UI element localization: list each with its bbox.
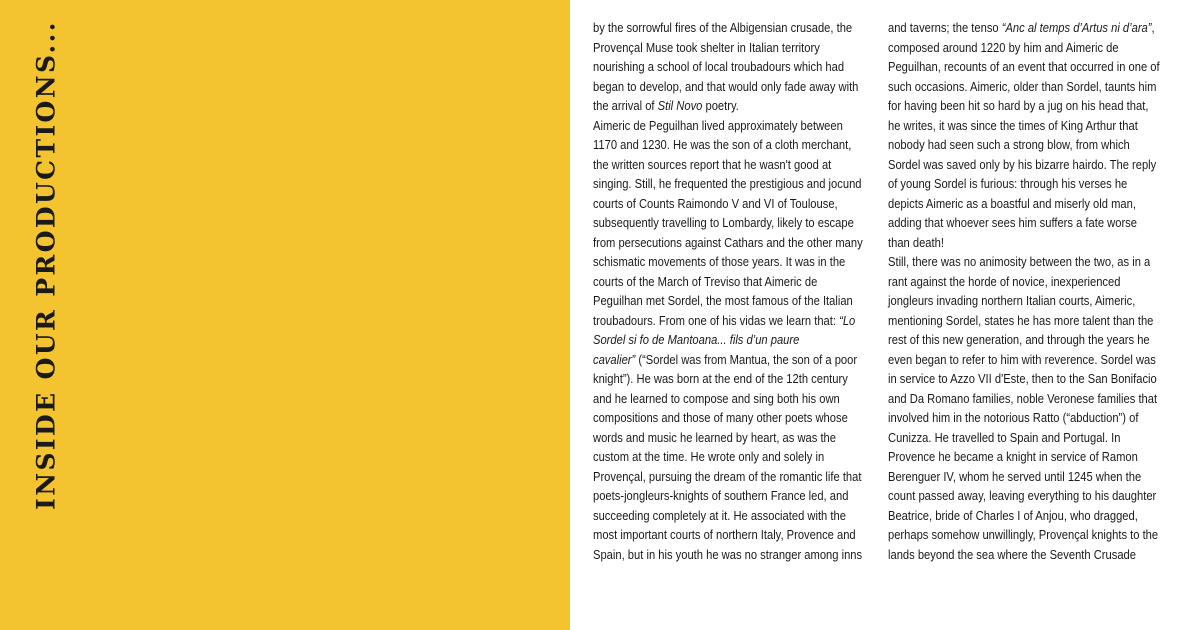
text-line: in service to Azzo VII d'Este, then to the San Bonifacio [888, 371, 1157, 386]
text-line: Beatrice, bride of Charles I of Anjou, who dragged, [888, 507, 1138, 523]
text-line: and he learned to compose and sing both his own [593, 390, 840, 406]
text-line: he writes, it was since the times of King Arthur that [888, 117, 1138, 133]
text-line: knight”). He was born at the end of the 12th century [593, 371, 848, 386]
text-line: by the sorrowful fires of the Albigensian crusade, the [593, 20, 853, 35]
text-line: composed around 1220 by him and Aimeric de [888, 39, 1119, 55]
text-fragment: poetry. [702, 98, 739, 113]
text-line: rest of this new generation, and through the years he [888, 332, 1150, 347]
section-title: INSIDE OUR PRODUCTIONS... [31, 20, 61, 510]
text-line: Provence he became a knight in service of Ramon [888, 449, 1138, 464]
text-line: courts of Counts Raimondo V and VI of Toulouse, [593, 195, 838, 211]
text-line: compositions and those of many other poets whose [593, 410, 848, 425]
text-line: nobody had seen such a strong blow, from which [888, 137, 1130, 152]
text-line: depicts Aimeric as a boastful and miserly old man, [888, 195, 1136, 211]
italic-title: “Anc al temps d’Artus ni d’ara” [1001, 20, 1152, 35]
text-line: from persecutions against Cathars and the other many [593, 234, 863, 250]
text-line: succeeding completely at it. He associated with the [593, 507, 846, 523]
text-line: for having been hit so hard by a jug on his head that, [888, 98, 1149, 113]
text-fragment: (“Sordel was from Mantua, the son of a poor [635, 351, 858, 367]
text-line [593, 96, 885, 116]
text-line: such occasions. Aimeric, older than Sordel, taunts him [888, 78, 1157, 94]
text-line: Aimeric de Peguilhan lived approximately between [593, 117, 843, 133]
text-line: courts of the March of Treviso that Aimeric de [593, 273, 818, 289]
text-line: schismatic movements of those years. It was in the [593, 254, 846, 269]
paragraph-3 [888, 18, 1180, 252]
text-line: jongleurs invading northern Italian courts, Aimeric, [888, 293, 1136, 308]
text-line: 1170 and 1230. He was the son of a cloth merchant, [593, 137, 852, 152]
side-panel [0, 0, 570, 630]
text-line [593, 330, 885, 350]
text-line: Provençal, pursuing the dream of the romantic life that [593, 468, 862, 484]
text-line: Berenguer IV, whom he served until 1245 when the [888, 468, 1142, 484]
text-fragment: and taverns; the tenso [888, 20, 1002, 35]
article-column-left [593, 18, 885, 564]
text-line: even began to refer to him with reverence. Sordel was [888, 351, 1156, 367]
text-line: involved him in the notorious Ratto (“abduction”) of [888, 410, 1139, 425]
text-line: the written sources report that he wasn't good at [593, 156, 832, 172]
text-fragment: the arrival of [593, 98, 658, 113]
text-line: Peguilhan, recounts of an event that occurred in one of [888, 59, 1160, 74]
text-line: Sordel was saved only by his bizarre hairdo. The reply [888, 156, 1157, 172]
paragraph-2 [593, 116, 885, 565]
article-column-right [888, 18, 1180, 564]
text-line: singing. Still, he frequented the prestigious and jocund [593, 176, 862, 191]
paragraph-4 [888, 252, 1180, 564]
italic-title: Stil Novo [657, 98, 703, 113]
text-line: than death! [888, 234, 944, 250]
text-fragment: troubadours. From one of his vidas we learn that: [593, 312, 840, 328]
text-fragment: , [1151, 20, 1155, 35]
paragraph-1 [593, 18, 885, 116]
text-line: count passed away, leaving everything to his daughter [888, 488, 1157, 503]
text-line [593, 350, 885, 370]
text-line: Peguilhan met Sordel, the most famous of the Italian [593, 293, 853, 308]
text-line: of young Sordel is furious: through his verses he [888, 176, 1128, 191]
italic-quote: Sordel si fo de Mantoana... fils d’un paure [593, 332, 800, 347]
text-line: most important courts of northern Italy, Provence and [593, 527, 856, 542]
text-line: rant against the horde of novice, inexperienced [888, 273, 1121, 289]
text-line: began to develop, and that would only fade away with [593, 78, 859, 94]
text-line [888, 18, 1180, 38]
italic-quote: “Lo [839, 312, 856, 328]
text-line: subsequently travelling to Lombardy, likely to escape [593, 215, 854, 230]
text-line: Cunizza. He travelled to Spain and Portugal. In [888, 429, 1121, 445]
text-line: Provençal Muse took shelter in Italian territory [593, 39, 820, 55]
text-line: Still, there was no animosity between the two, as in a [888, 254, 1151, 269]
text-line: nourishing a school of local troubadours which had [593, 59, 845, 74]
italic-quote: cavalier” [593, 351, 636, 367]
text-line: and Da Romano families, noble Veronese families that [888, 390, 1158, 406]
text-line: words and music he learned by heart, as was the [593, 429, 836, 445]
text-line: poets-jongleurs-knights of southern France led, and [593, 488, 849, 503]
text-line: mentioning Sordel, states he has more talent than the [888, 312, 1154, 328]
text-line: custom at the time. He wrote only and solely in [593, 449, 825, 464]
text-line: perhaps somehow unwillingly, Provençal knights to the [888, 527, 1159, 542]
text-line: adding that whoever sees him suffers a fate worse [888, 215, 1137, 230]
text-line: lands beyond the sea where the Seventh Crusade [888, 546, 1137, 562]
text-line: Spain, but in his youth he was no stranger among inns [593, 546, 863, 562]
text-line [593, 311, 885, 331]
